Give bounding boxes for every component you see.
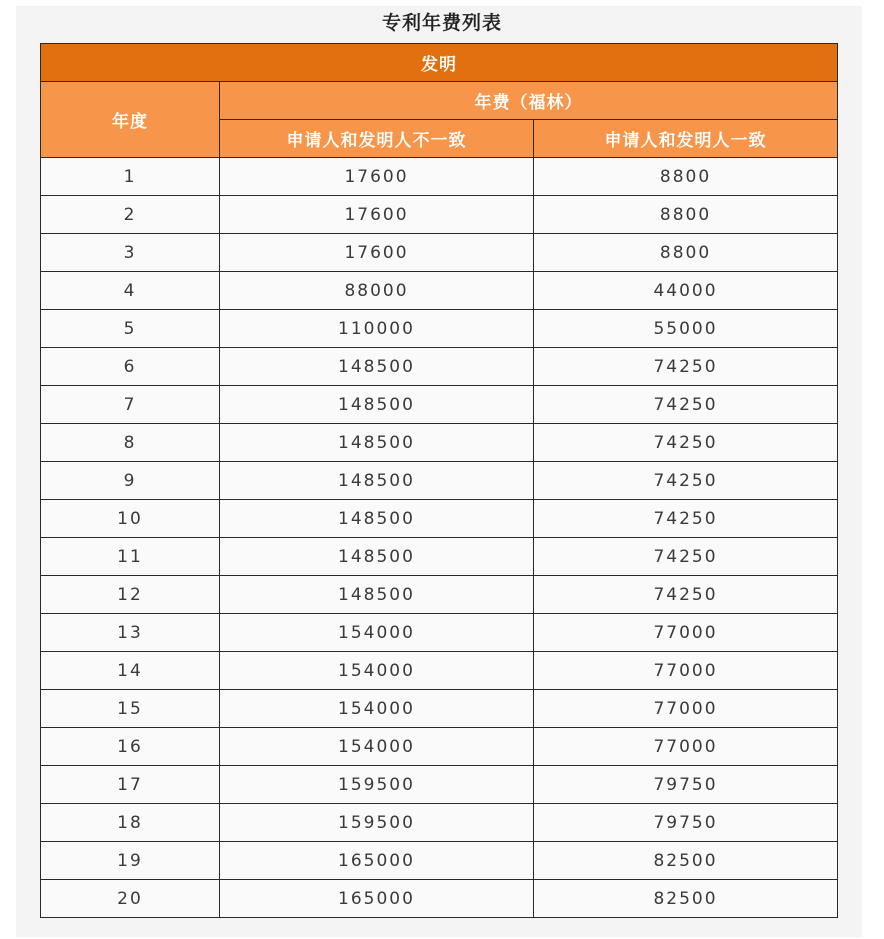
- cell-year: 14: [41, 652, 220, 690]
- fee-column-group-header: 年费（福林）: [220, 82, 838, 120]
- cell-fee-applicant-same: 77000: [534, 728, 838, 766]
- cell-fee-applicant-differs: 148500: [220, 462, 534, 500]
- cell-fee-applicant-same: 74250: [534, 500, 838, 538]
- cell-fee-applicant-differs: 17600: [220, 196, 534, 234]
- column-header-applicant-differs: 申请人和发明人不一致: [220, 120, 534, 158]
- cell-fee-applicant-same: 82500: [534, 842, 838, 880]
- cell-fee-applicant-differs: 154000: [220, 690, 534, 728]
- cell-fee-applicant-same: 8800: [534, 234, 838, 272]
- cell-fee-applicant-same: 55000: [534, 310, 838, 348]
- table-row: [41, 538, 838, 576]
- cell-year: 19: [41, 842, 220, 880]
- cell-fee-applicant-same: 77000: [534, 690, 838, 728]
- cell-fee-applicant-same: 74250: [534, 386, 838, 424]
- table-row: [41, 272, 838, 310]
- cell-year: 1: [41, 158, 220, 196]
- cell-year: 8: [41, 424, 220, 462]
- cell-fee-applicant-differs: 148500: [220, 576, 534, 614]
- cell-fee-applicant-same: 44000: [534, 272, 838, 310]
- cell-year: 10: [41, 500, 220, 538]
- cell-year: 4: [41, 272, 220, 310]
- cell-year: 17: [41, 766, 220, 804]
- cell-fee-applicant-same: 74250: [534, 424, 838, 462]
- table-row: [41, 310, 838, 348]
- cell-year: 2: [41, 196, 220, 234]
- category-header: 发明: [41, 44, 838, 82]
- table-row: [41, 158, 838, 196]
- cell-fee-applicant-same: 74250: [534, 462, 838, 500]
- cell-fee-applicant-same: 74250: [534, 576, 838, 614]
- table-row: [41, 196, 838, 234]
- cell-fee-applicant-differs: 17600: [220, 158, 534, 196]
- cell-fee-applicant-same: 79750: [534, 804, 838, 842]
- cell-year: 3: [41, 234, 220, 272]
- table-row: [41, 728, 838, 766]
- table-row: [41, 234, 838, 272]
- cell-year: 9: [41, 462, 220, 500]
- cell-year: 15: [41, 690, 220, 728]
- table-row: [41, 804, 838, 842]
- cell-fee-applicant-same: 79750: [534, 766, 838, 804]
- cell-fee-applicant-differs: 159500: [220, 766, 534, 804]
- cell-fee-applicant-differs: 165000: [220, 880, 534, 918]
- table-row: [41, 652, 838, 690]
- cell-year: 12: [41, 576, 220, 614]
- table-row: [41, 690, 838, 728]
- cell-fee-applicant-same: 74250: [534, 348, 838, 386]
- page-title: 专利年费列表: [381, 12, 502, 34]
- patent-fee-table: [40, 43, 838, 918]
- cell-year: 18: [41, 804, 220, 842]
- cell-fee-applicant-same: 8800: [534, 158, 838, 196]
- cell-fee-applicant-differs: 148500: [220, 348, 534, 386]
- table-row: [41, 424, 838, 462]
- table-row: [41, 880, 838, 918]
- cell-fee-applicant-same: 74250: [534, 538, 838, 576]
- cell-fee-applicant-differs: 110000: [220, 310, 534, 348]
- cell-fee-applicant-differs: 88000: [220, 272, 534, 310]
- cell-fee-applicant-differs: 165000: [220, 842, 534, 880]
- cell-fee-applicant-same: 8800: [534, 196, 838, 234]
- table-row: [41, 348, 838, 386]
- year-column-header: 年度: [41, 82, 220, 158]
- table-row: [41, 614, 838, 652]
- cell-fee-applicant-differs: 148500: [220, 500, 534, 538]
- cell-fee-applicant-differs: 159500: [220, 804, 534, 842]
- table-row: [41, 766, 838, 804]
- cell-fee-applicant-differs: 154000: [220, 728, 534, 766]
- cell-year: 13: [41, 614, 220, 652]
- cell-fee-applicant-differs: 17600: [220, 234, 534, 272]
- cell-fee-applicant-same: 77000: [534, 614, 838, 652]
- cell-year: 5: [41, 310, 220, 348]
- cell-fee-applicant-differs: 148500: [220, 538, 534, 576]
- table-row: [41, 500, 838, 538]
- cell-fee-applicant-differs: 148500: [220, 386, 534, 424]
- cell-fee-applicant-same: 82500: [534, 880, 838, 918]
- cell-fee-applicant-differs: 148500: [220, 424, 534, 462]
- table-row: [41, 842, 838, 880]
- table-row: [41, 386, 838, 424]
- column-header-applicant-same: 申请人和发明人一致: [534, 120, 838, 158]
- cell-year: 16: [41, 728, 220, 766]
- table-row: [41, 576, 838, 614]
- table-header-row: [41, 44, 838, 82]
- cell-year: 11: [41, 538, 220, 576]
- cell-fee-applicant-same: 77000: [534, 652, 838, 690]
- cell-fee-applicant-differs: 154000: [220, 614, 534, 652]
- table-subheader-row: [41, 82, 838, 120]
- table-row: [41, 462, 838, 500]
- cell-year: 7: [41, 386, 220, 424]
- cell-year: 6: [41, 348, 220, 386]
- cell-year: 20: [41, 880, 220, 918]
- cell-fee-applicant-differs: 154000: [220, 652, 534, 690]
